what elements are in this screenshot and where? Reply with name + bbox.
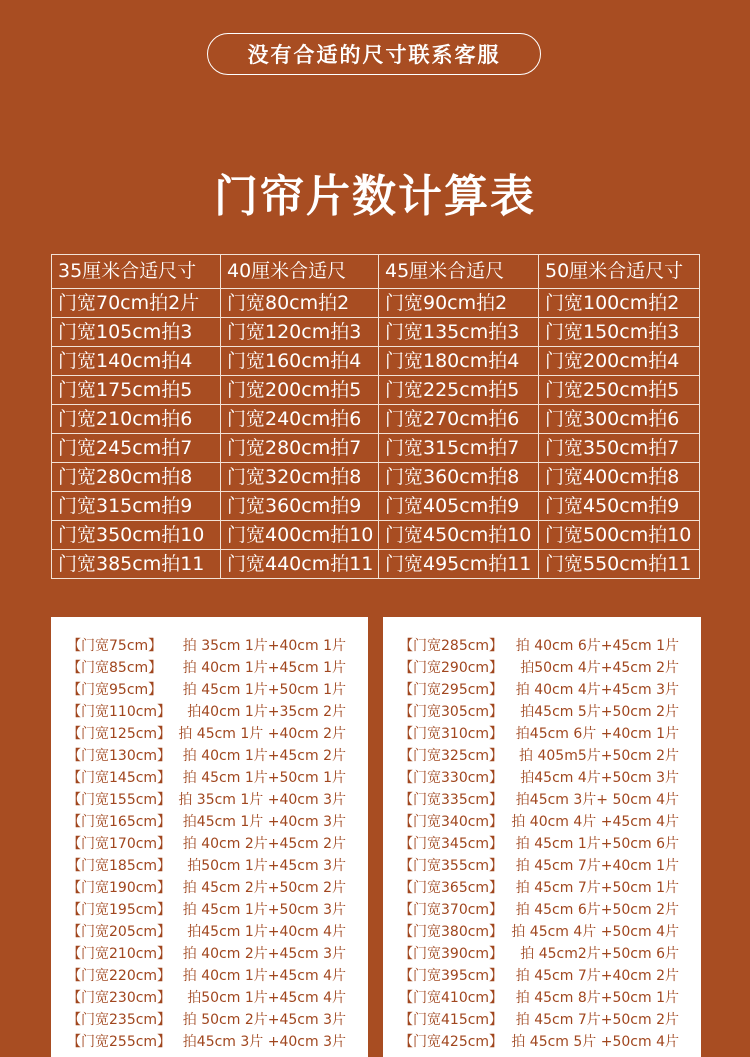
table-cell: 门宽440cm拍11 — [221, 550, 379, 579]
combo-row — [383, 965, 701, 987]
combo-piece-plan: 拍 405m5片+50cm 2片 — [519, 748, 679, 764]
table-cell: 门宽320cm拍8 — [221, 463, 379, 492]
combo-row — [51, 877, 368, 899]
table-cell: 门宽270cm拍6 — [379, 405, 539, 434]
table-cell: 门宽400cm拍8 — [539, 463, 700, 492]
combo-row — [51, 723, 368, 745]
table-cell: 门宽250cm拍5 — [539, 376, 700, 405]
combo-row — [383, 811, 701, 833]
combo-piece-plan: 拍 45cm 7片+50cm 1片 — [515, 880, 679, 896]
combo-piece-plan: 拍 45cm 4片 +50cm 4片 — [511, 924, 679, 940]
combo-piece-plan: 拍 40cm 1片+45cm 2片 — [182, 748, 346, 764]
combo-door-width: 【门宽235cm】 — [67, 1012, 172, 1028]
combo-door-width: 【门宽340cm】 — [399, 814, 504, 830]
table-row — [52, 492, 700, 521]
combo-row — [51, 679, 368, 701]
combo-row — [51, 657, 368, 679]
combo-piece-plan: 拍 45cm 7片+40cm 2片 — [515, 968, 679, 984]
combo-piece-plan: 拍 45cm 5片 +50cm 4片 — [511, 1034, 679, 1050]
table-row — [52, 318, 700, 347]
combo-piece-plan: 拍45cm 5片+50cm 2片 — [520, 704, 679, 720]
combo-door-width: 【门宽165cm】 — [67, 814, 172, 830]
combo-piece-plan: 拍50cm 1片+45cm 3片 — [187, 858, 346, 874]
table-row — [52, 550, 700, 579]
combo-row — [383, 1031, 701, 1053]
table-cell: 门宽350cm拍10 — [52, 521, 221, 550]
combo-piece-plan: 拍 40cm 6片+45cm 1片 — [515, 638, 679, 654]
combo-row — [383, 767, 701, 789]
combo-door-width: 【门宽110cm】 — [67, 704, 172, 720]
table-cell: 门宽140cm拍4 — [52, 347, 221, 376]
table-cell: 门宽385cm拍11 — [52, 550, 221, 579]
table-cell: 门宽400cm拍10 — [221, 521, 379, 550]
table-cell: 门宽300cm拍6 — [539, 405, 700, 434]
table-header-cell: 50厘米合适尺寸 — [539, 255, 700, 289]
combo-door-width: 【门宽210cm】 — [67, 946, 172, 962]
combo-row — [383, 943, 701, 965]
combo-piece-plan: 拍45cm 4片+50cm 3片 — [520, 770, 679, 786]
combo-piece-plan: 拍45cm 6片 +40cm 1片 — [515, 726, 679, 742]
table-row — [52, 463, 700, 492]
table-cell: 门宽135cm拍3 — [379, 318, 539, 347]
combo-door-width: 【门宽335cm】 — [399, 792, 504, 808]
combo-door-width: 【门宽185cm】 — [67, 858, 172, 874]
combo-piece-plan: 拍 40cm 2片+45cm 3片 — [182, 946, 346, 962]
table-cell: 门宽500cm拍10 — [539, 521, 700, 550]
combo-piece-plan: 拍 40cm 1片+45cm 1片 — [182, 660, 346, 676]
combo-row — [51, 921, 368, 943]
combo-door-width: 【门宽305cm】 — [399, 704, 504, 720]
combo-piece-plan: 拍 45cm 1片+50cm 6片 — [515, 836, 679, 852]
table-cell: 门宽315cm拍7 — [379, 434, 539, 463]
combo-row — [51, 635, 368, 657]
table-cell: 门宽200cm拍5 — [221, 376, 379, 405]
combo-door-width: 【门宽95cm】 — [67, 682, 163, 698]
combo-row — [383, 921, 701, 943]
combo-door-width: 【门宽365cm】 — [399, 880, 504, 896]
combo-door-width: 【门宽155cm】 — [67, 792, 172, 808]
combo-door-width: 【门宽380cm】 — [399, 924, 504, 940]
combo-row — [51, 811, 368, 833]
combo-list-right — [383, 617, 701, 1057]
combo-door-width: 【门宽255cm】 — [67, 1034, 172, 1050]
combo-row — [383, 635, 701, 657]
combo-row — [51, 943, 368, 965]
combo-piece-plan: 拍45cm 1片 +40cm 3片 — [182, 814, 346, 830]
table-cell: 门宽80cm拍2 — [221, 289, 379, 318]
combo-door-width: 【门宽325cm】 — [399, 748, 504, 764]
table-cell: 门宽240cm拍6 — [221, 405, 379, 434]
combo-door-width: 【门宽205cm】 — [67, 924, 172, 940]
combo-piece-plan: 拍50cm 4片+45cm 2片 — [520, 660, 679, 676]
combo-door-width: 【门宽330cm】 — [399, 770, 504, 786]
combo-door-width: 【门宽370cm】 — [399, 902, 504, 918]
combo-row — [51, 899, 368, 921]
table-row — [52, 405, 700, 434]
combo-row — [383, 657, 701, 679]
combo-row — [383, 745, 701, 767]
table-cell: 门宽120cm拍3 — [221, 318, 379, 347]
combo-door-width: 【门宽290cm】 — [399, 660, 504, 676]
combo-piece-plan: 拍 45cm 1片 +40cm 2片 — [178, 726, 346, 742]
combo-door-width: 【门宽190cm】 — [67, 880, 172, 896]
combo-door-width: 【门宽130cm】 — [67, 748, 172, 764]
table-row — [52, 434, 700, 463]
contact-service-button[interactable] — [207, 33, 541, 75]
combo-piece-plan: 拍 45cm 1片+50cm 1片 — [182, 770, 346, 786]
table-row — [52, 347, 700, 376]
table-cell: 门宽405cm拍9 — [379, 492, 539, 521]
table-cell: 门宽495cm拍11 — [379, 550, 539, 579]
combo-piece-plan: 拍45cm 3片 +40cm 3片 — [182, 1034, 346, 1050]
combo-door-width: 【门宽170cm】 — [67, 836, 172, 852]
combo-piece-plan: 拍40cm 1片+35cm 2片 — [187, 704, 346, 720]
combo-piece-plan: 拍 45cm 1片+50cm 3片 — [182, 902, 346, 918]
combo-door-width: 【门宽195cm】 — [67, 902, 172, 918]
combo-piece-plan: 拍45cm 1片+40cm 4片 — [187, 924, 346, 940]
combo-door-width: 【门宽220cm】 — [67, 968, 172, 984]
table-cell: 门宽550cm拍11 — [539, 550, 700, 579]
table-header-cell: 40厘米合适尺 — [221, 255, 379, 289]
table-cell: 门宽245cm拍7 — [52, 434, 221, 463]
table-cell: 门宽280cm拍7 — [221, 434, 379, 463]
combo-door-width: 【门宽125cm】 — [67, 726, 172, 742]
combo-piece-plan: 拍 40cm 2片+45cm 2片 — [182, 836, 346, 852]
combo-row — [51, 745, 368, 767]
combo-row — [383, 855, 701, 877]
combo-door-width: 【门宽145cm】 — [67, 770, 172, 786]
table-row — [52, 289, 700, 318]
combo-row — [51, 1031, 368, 1053]
combo-piece-plan: 拍 45cm 7片+40cm 1片 — [515, 858, 679, 874]
combo-row — [51, 1009, 368, 1031]
combo-door-width: 【门宽310cm】 — [399, 726, 504, 742]
combo-row — [51, 789, 368, 811]
combo-row — [383, 987, 701, 1009]
combo-piece-plan: 拍 45cm 8片+50cm 1片 — [515, 990, 679, 1006]
combo-piece-plan: 拍 45cm 7片+50cm 2片 — [515, 1012, 679, 1028]
combo-piece-plan: 拍 40cm 4片 +45cm 4片 — [511, 814, 679, 830]
combo-piece-plan: 拍 35cm 1片+40cm 1片 — [182, 638, 346, 654]
combo-door-width: 【门宽395cm】 — [399, 968, 504, 984]
combo-door-width: 【门宽285cm】 — [399, 638, 504, 654]
table-cell: 门宽90cm拍2 — [379, 289, 539, 318]
combo-piece-plan: 拍 50cm 2片+45cm 3片 — [182, 1012, 346, 1028]
table-cell: 门宽210cm拍6 — [52, 405, 221, 434]
table-cell: 门宽280cm拍8 — [52, 463, 221, 492]
combo-row — [383, 899, 701, 921]
table-cell: 门宽150cm拍3 — [539, 318, 700, 347]
combo-door-width: 【门宽390cm】 — [399, 946, 504, 962]
combo-door-width: 【门宽355cm】 — [399, 858, 504, 874]
table-header-cell: 45厘米合适尺 — [379, 255, 539, 289]
table-row — [52, 521, 700, 550]
table-header-row — [52, 255, 700, 289]
table-header-cell: 35厘米合适尺寸 — [52, 255, 221, 289]
table-cell: 门宽450cm拍10 — [379, 521, 539, 550]
combo-piece-plan: 拍 45cm2片+50cm 6片 — [520, 946, 679, 962]
table-cell: 门宽360cm拍9 — [221, 492, 379, 521]
combo-door-width: 【门宽415cm】 — [399, 1012, 504, 1028]
table-cell: 门宽200cm拍4 — [539, 347, 700, 376]
table-cell: 门宽100cm拍2 — [539, 289, 700, 318]
combo-piece-plan: 拍45cm 3片+ 50cm 4片 — [515, 792, 679, 808]
combo-row — [51, 855, 368, 877]
table-cell: 门宽450cm拍9 — [539, 492, 700, 521]
combo-piece-plan: 拍 45cm 1片+50cm 1片 — [182, 682, 346, 698]
combo-door-width: 【门宽85cm】 — [67, 660, 163, 676]
table-cell: 门宽360cm拍8 — [379, 463, 539, 492]
combo-row — [383, 701, 701, 723]
combo-row — [51, 833, 368, 855]
combo-piece-plan: 拍 45cm 6片+50cm 2片 — [515, 902, 679, 918]
combo-door-width: 【门宽425cm】 — [399, 1034, 504, 1050]
page-title: 门帘片数计算表 — [214, 171, 536, 222]
combo-row — [383, 679, 701, 701]
combo-door-width: 【门宽295cm】 — [399, 682, 504, 698]
combo-row — [51, 965, 368, 987]
table-cell: 门宽180cm拍4 — [379, 347, 539, 376]
combo-door-width: 【门宽75cm】 — [67, 638, 163, 654]
combo-row — [51, 701, 368, 723]
table-cell: 门宽105cm拍3 — [52, 318, 221, 347]
table-cell: 门宽225cm拍5 — [379, 376, 539, 405]
combo-piece-plan: 拍50cm 1片+45cm 4片 — [187, 990, 346, 1006]
table-cell: 门宽70cm拍2片 — [52, 289, 221, 318]
combo-piece-plan: 拍 45cm 2片+50cm 2片 — [182, 880, 346, 896]
combo-door-width: 【门宽410cm】 — [399, 990, 504, 1006]
combo-row — [383, 723, 701, 745]
combo-row — [383, 789, 701, 811]
contact-service-label: 没有合适的尺寸联系客服 — [247, 43, 501, 67]
combo-door-width: 【门宽230cm】 — [67, 990, 172, 1006]
combo-row — [383, 833, 701, 855]
table-cell: 门宽160cm拍4 — [221, 347, 379, 376]
combo-piece-plan: 拍 40cm 1片+45cm 4片 — [182, 968, 346, 984]
combo-row — [383, 877, 701, 899]
combo-row — [51, 767, 368, 789]
table-cell: 门宽175cm拍5 — [52, 376, 221, 405]
piece-count-table — [51, 254, 700, 579]
combo-row — [383, 1009, 701, 1031]
piece-count-table-body — [52, 255, 700, 579]
combo-piece-plan: 拍 40cm 4片+45cm 3片 — [515, 682, 679, 698]
table-row — [52, 376, 700, 405]
combo-list-left — [51, 617, 368, 1057]
table-cell: 门宽350cm拍7 — [539, 434, 700, 463]
combo-door-width: 【门宽345cm】 — [399, 836, 504, 852]
table-cell: 门宽315cm拍9 — [52, 492, 221, 521]
combo-row — [51, 987, 368, 1009]
combo-piece-plan: 拍 35cm 1片 +40cm 3片 — [178, 792, 346, 808]
